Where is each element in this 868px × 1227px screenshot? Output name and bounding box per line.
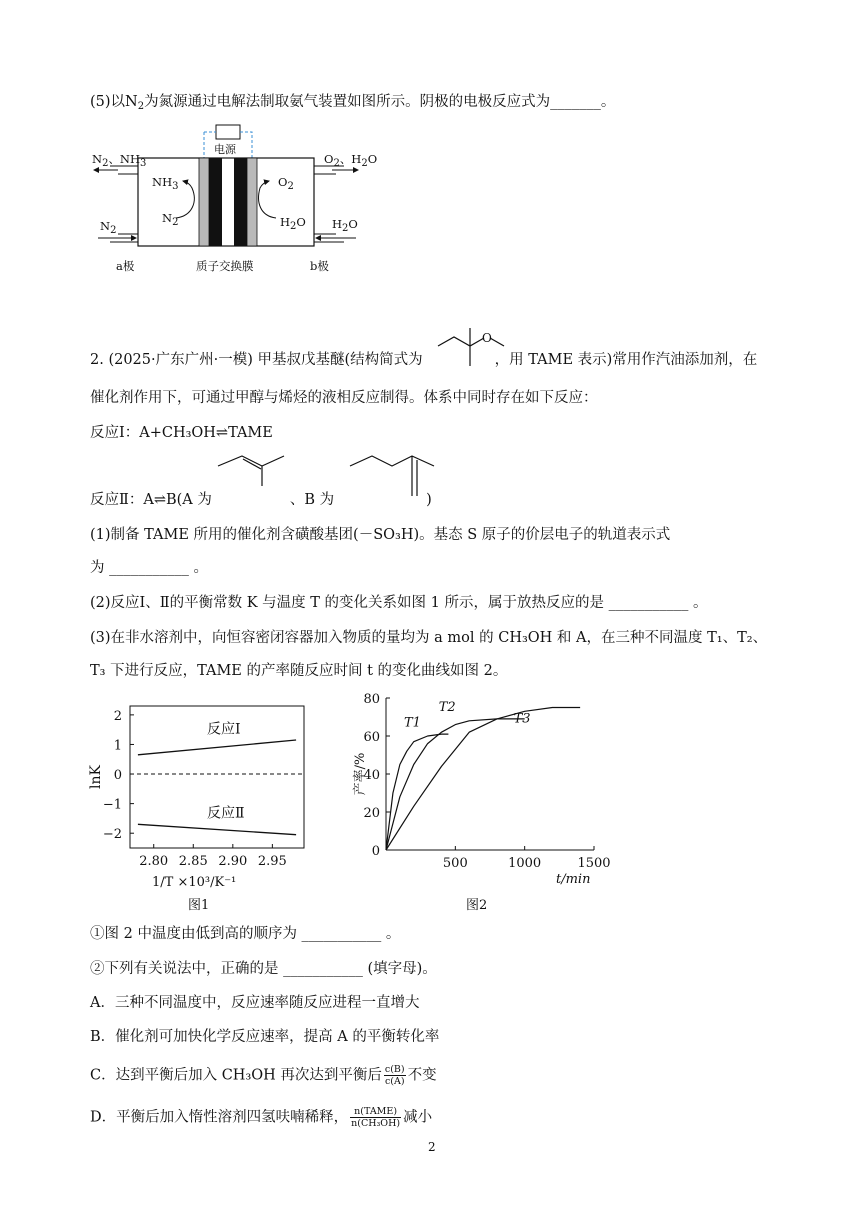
fig1-y-tick-label: 0 — [113, 768, 122, 784]
option-d[interactable] — [90, 1106, 432, 1129]
cell-body — [138, 158, 314, 246]
reaction2-a: 反应Ⅱ：A⇌B(A 为 — [90, 492, 212, 508]
sub1-b: 为 ___________ 。 — [90, 560, 208, 576]
fig2-y-tick-label: 0 — [371, 844, 380, 859]
sub3-a: (3)在非水溶剂中，向恒容密闭容器加入物质的量均为 a mol 的 CH₃OH 和 A，在三种不同温度 T₁、T₂、 — [90, 630, 768, 646]
fig1-y-tick-label: −1 — [102, 797, 122, 813]
fig2-y-tick-label: 20 — [363, 806, 380, 821]
fig1-y-tick-label: −2 — [102, 827, 122, 843]
left-top-label: $N_2$、$NH_3$ — [92, 152, 147, 169]
fig1-y-tick-label: 1 — [113, 738, 122, 754]
option-c-text: C．达到平衡后加入 CH₃OH 再次达到平衡后 — [90, 1067, 382, 1084]
fig2-y-tick-label: 60 — [363, 730, 380, 745]
fig1-x-tick-label: 2.85 — [178, 854, 208, 869]
fig1-series-label: 反应Ⅰ — [207, 721, 241, 738]
left-bottom-label: $N_2$ — [100, 219, 117, 236]
fig1-x-axis-label: 1/T ×10³/K⁻¹ — [152, 875, 237, 890]
sub1-a: (1)制备 TAME 所用的催化剂含磺酸基团(－SO₃H)。基态 S 原子的价层电子的轨道表示式 — [90, 527, 671, 543]
option-d-text: D．平衡后加入惰性溶剂四氢呋喃稀释， — [90, 1109, 349, 1126]
q5-prefix: (5)以N — [90, 94, 138, 110]
sub2: (2)反应Ⅰ、Ⅱ的平衡常数 K 与温度 T 的变化关系如图 1 所示，属于放热反应的是 ___________ 。 — [90, 595, 708, 611]
inner-right-top-label: $O_2$ — [278, 175, 294, 192]
label-a-electrode: a极 — [116, 259, 135, 273]
electrode-b-gray — [247, 158, 257, 246]
fig1-x-tick-label: 2.95 — [257, 854, 287, 869]
fig2-x-tick-label: 500 — [442, 856, 468, 871]
svg-text:O: O — [482, 331, 492, 345]
fig1-x-tick-label: 2.80 — [139, 854, 169, 869]
option-c[interactable] — [90, 1064, 437, 1087]
q2-intro-b: ，用 TAME 表示)常用作汽油添加剂，在 — [494, 352, 758, 368]
q5-sub: 2 — [137, 101, 145, 112]
power-box — [216, 125, 240, 139]
fig2-y-tick-label: 40 — [363, 768, 380, 783]
fig1-x-tick-label: 2.90 — [218, 854, 248, 869]
option-a[interactable]: A．三种不同温度中，反应速率随反应进程一直增大 — [90, 995, 420, 1011]
fig1-series-label: 反应Ⅱ — [207, 805, 245, 822]
label-b-electrode: b极 — [310, 259, 329, 273]
fig2-series-label: T1 — [404, 715, 421, 731]
molecule-a-structure — [214, 452, 294, 488]
sub3-b: T₃ 下进行反应，TAME 的产率随反应时间 t 的变化曲线如图 2。 — [90, 663, 508, 679]
fig2-x-axis-label: t/min — [556, 872, 591, 887]
q2-intro-a: 2. (2025·广东广州·一模) 甲基叔戊基醚(结构简式为 — [90, 352, 423, 368]
electrolysis-diagram — [88, 122, 388, 282]
option-c-fraction: $\frac{c(B)}{c(A)}$ — [384, 1064, 405, 1087]
reaction2-b: 、B 为 — [289, 492, 335, 508]
q2-line2: 催化剂作用下，可通过甲醇与烯烃的液相反应制得。体系中同时存在如下反应： — [90, 390, 598, 406]
fig1-series-line — [138, 740, 296, 755]
reaction2-c: ) — [426, 492, 432, 508]
page-number: 2 — [428, 1140, 436, 1154]
option-d-tail: 减小 — [403, 1109, 433, 1126]
fig1-caption: 图1 — [188, 898, 210, 913]
fig2-series-line — [386, 719, 525, 850]
fig2-series-label: T2 — [438, 700, 456, 716]
reaction1: 反应Ⅰ：A+CH₃OH⇌TAME — [90, 425, 273, 441]
power-label: 电源 — [214, 143, 236, 156]
right-top-label: $O_2$、$H_2O$ — [324, 152, 378, 169]
electrode-a-gray — [199, 158, 209, 246]
fig2-caption: 图2 — [466, 898, 488, 913]
fig1-y-axis-label: lnK — [88, 765, 104, 789]
figure1-chart — [86, 698, 316, 890]
electrode-b-black — [234, 158, 247, 246]
option-c-tail: 不变 — [407, 1067, 437, 1084]
fig2-y-tick-label: 80 — [363, 692, 380, 707]
fig2-series-line — [386, 734, 448, 850]
q5-line — [90, 93, 615, 116]
option-d-fraction: $\frac{\text{n(TAME)}}{\text{n(CH₃OH)}}$ — [351, 1106, 401, 1129]
reaction2 — [90, 491, 432, 509]
label-membrane: 质子交换膜 — [196, 259, 254, 273]
q2-intro — [90, 351, 757, 369]
figure2-chart — [350, 688, 620, 892]
inner-left-bottom-label: $N_2$ — [162, 211, 179, 228]
fig2-x-tick-label: 1500 — [577, 856, 611, 871]
option-b[interactable]: B．催化剂可加快化学反应速率，提高 A 的平衡转化率 — [90, 1029, 440, 1045]
fig1-series-line — [138, 824, 296, 834]
inner-left-top-label: $NH_3$ — [152, 175, 179, 192]
q-circle2: ②下列有关说法中，正确的是 ___________ (填字母)。 — [90, 961, 437, 977]
fig1-y-tick-label: 2 — [113, 708, 122, 724]
electrode-a-black — [209, 158, 222, 246]
q-circle1: ①图 2 中温度由低到高的顺序为 ___________ 。 — [90, 926, 401, 942]
fig2-y-axis-label: 产率/% — [353, 752, 368, 796]
right-bottom-label: $H_2O$ — [332, 217, 358, 234]
inner-right-bottom-label: $H_2O$ — [280, 215, 306, 232]
tame-structure — [432, 326, 516, 374]
q5-suffix: 为氮源通过电解法制取氨气装置如图所示。阴极的电极反应式为_______。 — [144, 94, 616, 110]
fig2-x-tick-label: 1000 — [508, 856, 542, 871]
fig2-series-label: T3 — [513, 711, 531, 727]
